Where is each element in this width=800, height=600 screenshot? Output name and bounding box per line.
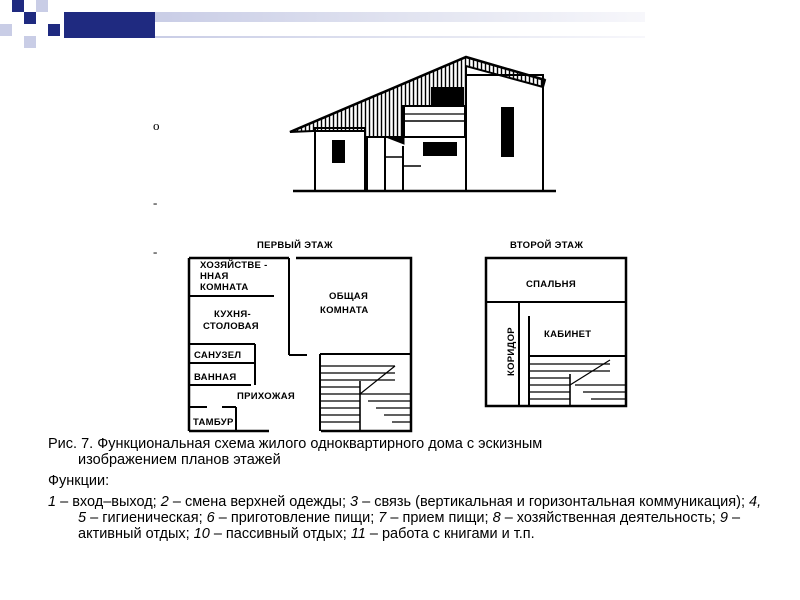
side-mark-dash: - — [153, 244, 158, 259]
window-middle — [423, 142, 457, 156]
room-label-kitchen: СТОЛОВАЯ — [203, 321, 259, 332]
function-number: 11 — [350, 526, 366, 542]
side-mark-dash: - — [153, 195, 158, 210]
function-number: 8 — [492, 510, 501, 526]
function-number: 1 — [48, 494, 57, 510]
function-number: 9 — [719, 510, 728, 526]
functions-heading: Функции: — [48, 473, 110, 489]
function-number: 3 — [350, 494, 359, 510]
room-label-hall: ПРИХОЖАЯ — [237, 391, 296, 402]
function-number: 2 — [160, 494, 169, 510]
room-label-kitchen: КУХНЯ- — [214, 309, 251, 320]
room-label-bath: ВАННАЯ — [194, 372, 237, 383]
figure-caption — [48, 436, 768, 547]
room-label-bedroom: СПАЛЬНЯ — [526, 279, 576, 290]
function-text: – гигиеническая; — [86, 510, 207, 526]
room-label-utility: ХОЗЯЙСТВЕ - — [200, 260, 268, 271]
room-label-utility: ННАЯ — [200, 271, 229, 282]
function-text: – активный отдых; — [78, 510, 741, 542]
functions-list — [48, 494, 768, 542]
room-label-corridor: КОРИДОР — [506, 327, 517, 376]
figure-title-line2: изображением планов этажей — [78, 452, 281, 468]
first-floor-stairs — [320, 366, 411, 431]
room-label-wc: САНУЗЕЛ — [194, 350, 242, 361]
room-label-vestibule: ТАМБУР — [193, 417, 234, 428]
side-mark-o: o — [153, 118, 160, 133]
room-label-study: КАБИНЕТ — [544, 329, 592, 340]
function-text: – работа с книгами и т.п. — [365, 526, 535, 542]
function-text: – прием пищи; — [386, 510, 493, 526]
second-floor-title: ВТОРОЙ ЭТАЖ — [510, 240, 584, 251]
function-text: – вход–выход; — [56, 494, 161, 510]
function-number: 7 — [378, 510, 387, 526]
function-text: – приготовление пищи; — [214, 510, 379, 526]
function-text: – хозяйственная деятельность; — [500, 510, 720, 526]
window-attic — [431, 87, 464, 107]
function-text: – связь (вертикальная и горизонтальная коммуникация); — [358, 494, 750, 510]
figure-title-line1: Рис. 7. Функциональная схема жилого одноквартирного дома с эскизным — [48, 436, 543, 452]
room-label-common: ОБЩАЯ — [329, 291, 369, 302]
function-number: 6 — [206, 510, 215, 526]
function-number: 10 — [193, 526, 210, 542]
window-left — [332, 140, 345, 163]
first-floor-title: ПЕРВЫЙ ЭТАЖ — [257, 240, 333, 251]
room-label-utility: КОМНАТА — [200, 282, 249, 293]
function-text: – пассивный отдых; — [209, 526, 351, 542]
figure-title — [48, 436, 768, 468]
function-text: – смена верхней одежды; — [168, 494, 351, 510]
second-floor-stairs — [529, 360, 626, 406]
porch-canopy — [386, 137, 404, 144]
room-label-common: КОМНАТА — [320, 305, 369, 316]
window-tall — [501, 107, 514, 157]
function-number: 4, 5 — [78, 494, 762, 526]
